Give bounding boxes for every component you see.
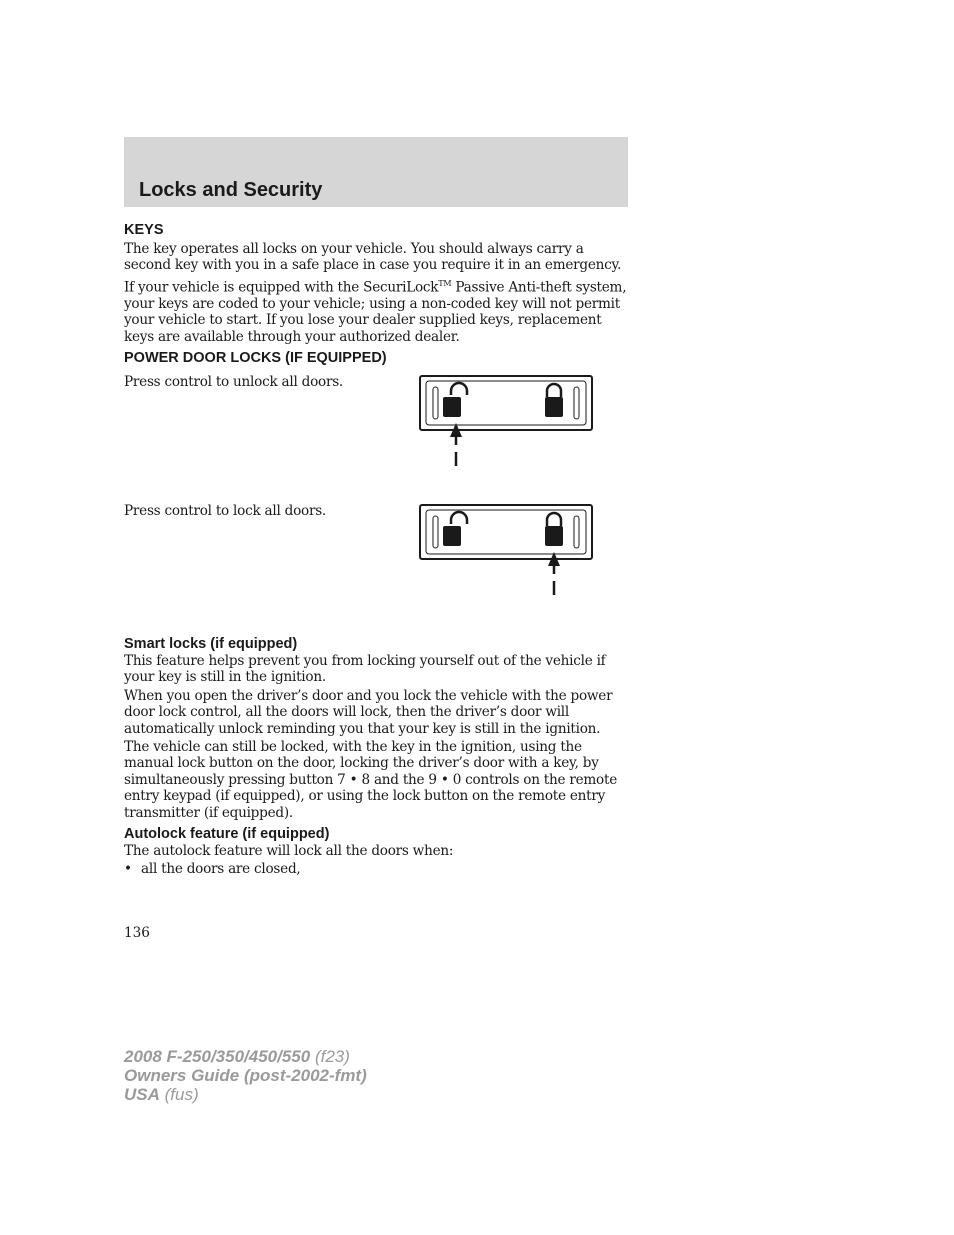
keys-paragraph-1: The key operates all locks on your vehicle. You should always carry a second key with you in a safe place in case you require it in an emergency. — [124, 241, 622, 274]
footer-market: USA — [124, 1085, 160, 1104]
autolock-paragraph-1: The autolock feature will lock all the doors when: — [124, 843, 454, 860]
section-header-band — [124, 137, 628, 207]
list-item — [124, 861, 628, 877]
power-locks-heading: POWER DOOR LOCKS (IF EQUIPPED) — [124, 349, 387, 366]
footer-model: 2008 F-250/350/450/550 — [124, 1047, 311, 1066]
smart-locks-paragraph-1: This feature helps prevent you from locking yourself out of the vehicle if your key is still in the ignition. — [124, 652, 606, 686]
autolock-heading: Autolock feature (if equipped) — [124, 826, 330, 843]
footer — [124, 1047, 367, 1104]
page-content — [124, 221, 628, 878]
keys-paragraph-2-start: If your vehicle is equipped with the SecuriLock — [124, 279, 439, 296]
keys-paragraph-2 — [124, 276, 628, 345]
unlock-instruction: Press control to unlock all doors. — [124, 373, 343, 390]
keys-paragraph-2-end: Passive Anti-theft system, your keys are coded to your vehicle; using a non-coded key will not permit your vehicle to start. If you lose your dealer supplied keys, replacement keys are available through your authorized dealer. — [124, 279, 627, 345]
footer-market-code: (fus) — [159, 1085, 199, 1104]
page-number: 136 — [124, 925, 150, 941]
unlock-control-diagram — [419, 375, 595, 471]
lock-diagram-row — [124, 499, 628, 635]
footer-line-2 — [124, 1066, 367, 1085]
autolock-bullet-1: all the doors are closed, — [141, 861, 301, 878]
footer-guide: Owners Guide (post-2002-fmt) — [124, 1066, 367, 1085]
footer-model-code: (f23) — [310, 1047, 350, 1066]
footer-line-3 — [124, 1085, 367, 1104]
smart-locks-paragraph-2: When you open the driver’s door and you lock the vehicle with the power door lock control, all the doors will lock, then the driver’s door will automatically unlock reminding you that your key is still in the ignition. — [124, 687, 613, 737]
smart-locks-heading: Smart locks (if equipped) — [124, 635, 298, 652]
lock-control-diagram — [419, 504, 595, 600]
smart-locks-paragraph-3: The vehicle can still be locked, with the key in the ignition, using the manual lock button on the door, locking the driver’s door with a key, by simultaneously pressing button 7 • 8 and the 9 • 0 controls on the remote entry keypad (if equipped), or using the lock button on the remote entry transmitter (if equipped). — [124, 739, 617, 821]
lock-instruction: Press control to lock all doors. — [124, 502, 326, 519]
trademark-mark: TM — [438, 278, 452, 288]
section-title: Locks and Security — [139, 179, 323, 201]
keys-heading: KEYS — [124, 222, 164, 238]
unlock-diagram-row — [124, 371, 628, 499]
bullet-icon: • — [124, 861, 132, 878]
footer-line-1 — [124, 1047, 367, 1066]
